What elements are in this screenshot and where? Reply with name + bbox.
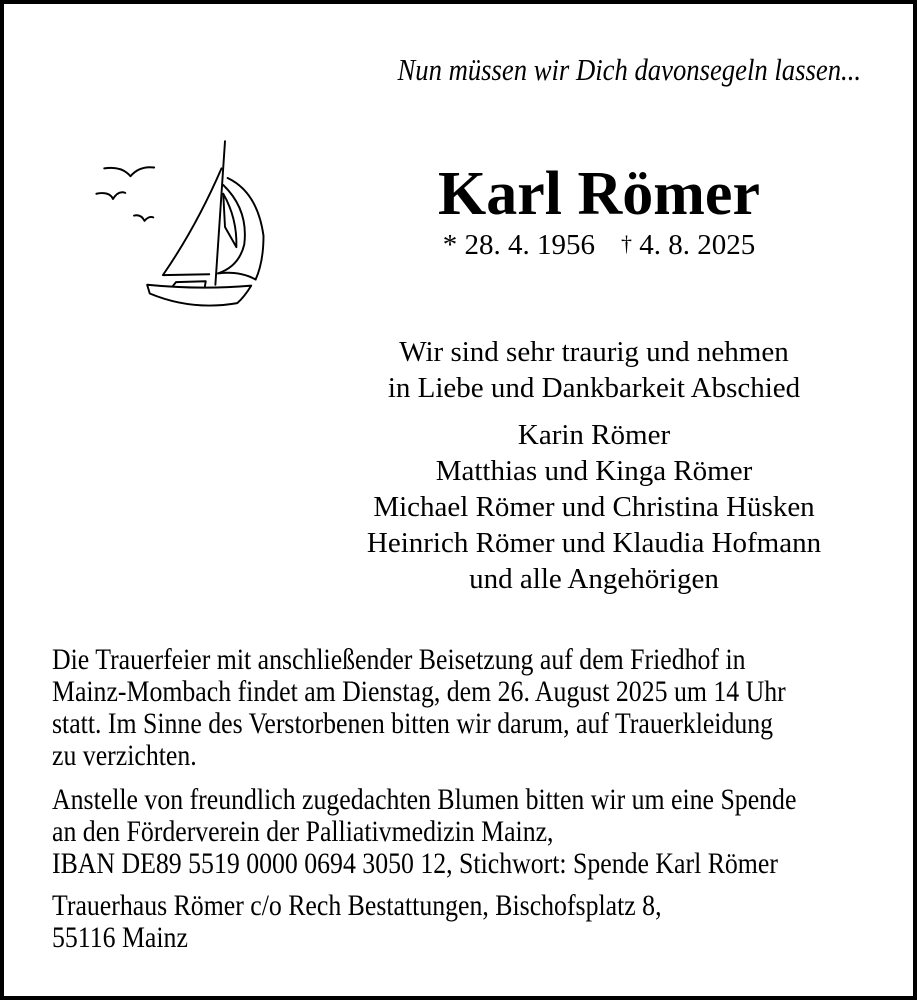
- ceremony-line: zu verzichten.: [52, 739, 197, 772]
- mourners-list: [324, 417, 864, 597]
- mourner: Karin Römer: [517, 419, 671, 451]
- address-line: Trauerhaus Römer c/o Rech Bestattungen, Bischofsplatz 8,: [52, 889, 662, 922]
- ceremony-line: statt. Im Sinne des Verstorbenen bitten wir darum, auf Trauerkleidung: [52, 707, 774, 740]
- donation-line: IBAN DE89 5519 0000 0694 3050 12, Stichwort: Spende Karl Römer: [52, 847, 778, 880]
- farewell-line: Wir sind sehr traurig und nehmen: [399, 336, 789, 368]
- death-date: 4. 8. 2025: [639, 229, 756, 261]
- donation-line: an den Förderverein der Palliativmedizin Mainz,: [52, 815, 554, 848]
- sailboat-icon: [78, 122, 288, 332]
- cross-icon: †: [621, 231, 632, 256]
- farewell-text: [324, 334, 864, 406]
- farewell-line: in Liebe und Dankbarkeit Abschied: [387, 372, 801, 404]
- address-paragraph: [52, 890, 872, 954]
- born-symbol: *: [442, 229, 458, 261]
- donation-paragraph: [52, 784, 872, 880]
- mourner: Heinrich Römer und Klaudia Hofmann: [366, 527, 822, 559]
- mourner: Matthias und Kinga Römer: [435, 455, 753, 487]
- birth-date: 28. 4. 1956: [464, 229, 595, 261]
- ceremony-paragraph: [52, 644, 872, 772]
- deceased-name: Karl Römer: [438, 160, 760, 228]
- donation-line: Anstelle von freundlich zugedachten Blumen bitten wir um eine Spende: [52, 783, 797, 816]
- ceremony-line: Die Trauerfeier mit anschließender Beisetzung auf dem Friedhof in: [52, 643, 746, 676]
- address-line: 55116 Mainz: [52, 921, 188, 954]
- mourner: Michael Römer und Christina Hüsken: [373, 491, 815, 523]
- mourner: und alle Angehörigen: [469, 563, 719, 595]
- motto: Nun müssen wir Dich davonsegeln lassen...: [397, 52, 861, 87]
- life-dates: [404, 226, 794, 263]
- ceremony-line: Mainz-Mombach findet am Dienstag, dem 26. August 2025 um 14 Uhr: [52, 675, 786, 708]
